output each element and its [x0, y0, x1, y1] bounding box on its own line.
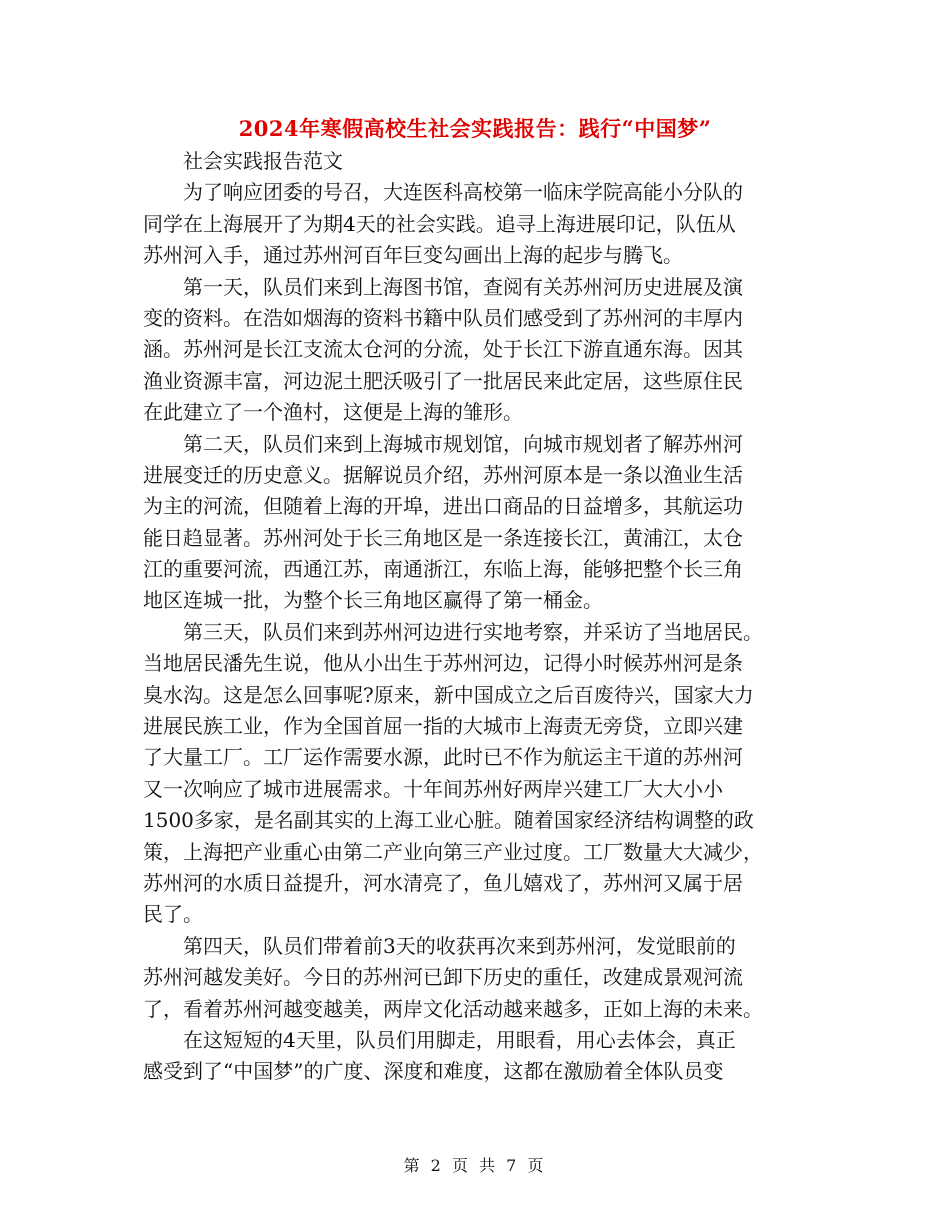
text-line: 渔业资源丰富，河边泥土肥沃吸引了一批居民来此定居，这些原住民: [143, 368, 743, 393]
text-line: 社会实践报告范文: [183, 149, 343, 173]
text-line: 在这短短的4天里，队员们用脚走，用眼看，用心去体会，真正: [183, 1027, 736, 1052]
text-line: 第二天，队员们来到上海城市规划馆，向城市规划者了解苏州河: [183, 431, 743, 456]
text-line: 1500多家，是名副其实的上海工业心脏。随着国家经济结构调整的政: [143, 808, 754, 833]
text-line: 当地居民潘先生说，他从小出生于苏州河边，记得小时候苏州河是条: [143, 651, 743, 676]
text-line: 第四天，队员们带着前3天的收获再次来到苏州河，发觉眼前的: [183, 933, 736, 958]
text-line: 同学在上海展开了为期4天的社会实践。追寻上海进展印记，队伍从: [143, 211, 736, 236]
text-line: 为主的河流，但随着上海的开埠，进出口商品的日益增多，其航运功: [143, 494, 743, 519]
text-line: 策，上海把产业重心由第二产业向第三产业过度。工厂数量大大减少，: [143, 839, 763, 864]
text-line: 进展变迁的历史意义。据解说员介绍，苏州河原本是一条以渔业生活: [143, 462, 743, 487]
text-line: 苏州河入手，通过苏州河百年巨变勾画出上海的起步与腾飞。: [143, 243, 683, 268]
text-line: 在此建立了一个渔村，这便是上海的雏形。: [143, 400, 523, 425]
text-line: 了，看着苏州河越变越美，两岸文化活动越来越多，正如上海的未来。: [143, 996, 763, 1021]
text-line: 进展民族工业，作为全国首屈一指的大城市上海责无旁贷，立即兴建: [143, 714, 743, 739]
text-line: 感受到了“中国梦”的广度、深度和难度，这都在激励着全体队员变: [143, 1059, 724, 1084]
document-body: [143, 146, 808, 1088]
text-line: 第三天，队员们来到苏州河边进行实地考察，并采访了当地居民。: [183, 619, 763, 644]
text-line: 苏州河的水质日益提升，河水清亮了，鱼儿嬉戏了，苏州河又属于居: [143, 870, 743, 895]
text-line: 地区连城一批，为整个长三角地区赢得了第一桶金。: [143, 588, 603, 613]
text-line: 能日趋显著。苏州河处于长三角地区是一条连接长江，黄浦江，太仓: [143, 525, 743, 550]
document-title: 2024年寒假高校生社会实践报告：践行“中国梦”: [238, 116, 712, 141]
text-line: 臭水沟。这是怎么回事呢?原来，新中国成立之后百废待兴，国家大力: [143, 682, 754, 707]
text-line: 第一天，队员们来到上海图书馆，查阅有关苏州河历史进展及演: [183, 274, 743, 299]
text-line: 为了响应团委的号召，大连医科高校第一临床学院高能小分队的: [183, 180, 743, 205]
page-footer: 第 2 页 共 7 页: [403, 1156, 547, 1175]
text-line: 变的资料。在浩如烟海的资料书籍中队员们感受到了苏州河的丰厚内: [143, 305, 743, 330]
text-line: 又一次响应了城市进展需求。十年间苏州好两岸兴建工厂大大小小: [143, 776, 723, 801]
text-line: 涵。苏州河是长江支流太仓河的分流，处于长江下游直通东海。因其: [143, 337, 743, 362]
text-line: 江的重要河流，西通江苏，南通浙江，东临上海，能够把整个长三角: [143, 557, 743, 582]
text-line: 了大量工厂。工厂运作需要水源，此时已不作为航运主干道的苏州河: [143, 745, 743, 770]
text-line: 苏州河越发美好。今日的苏州河已卸下历史的重任，改建成景观河流: [143, 965, 743, 990]
text-line: 民了。: [143, 902, 203, 927]
